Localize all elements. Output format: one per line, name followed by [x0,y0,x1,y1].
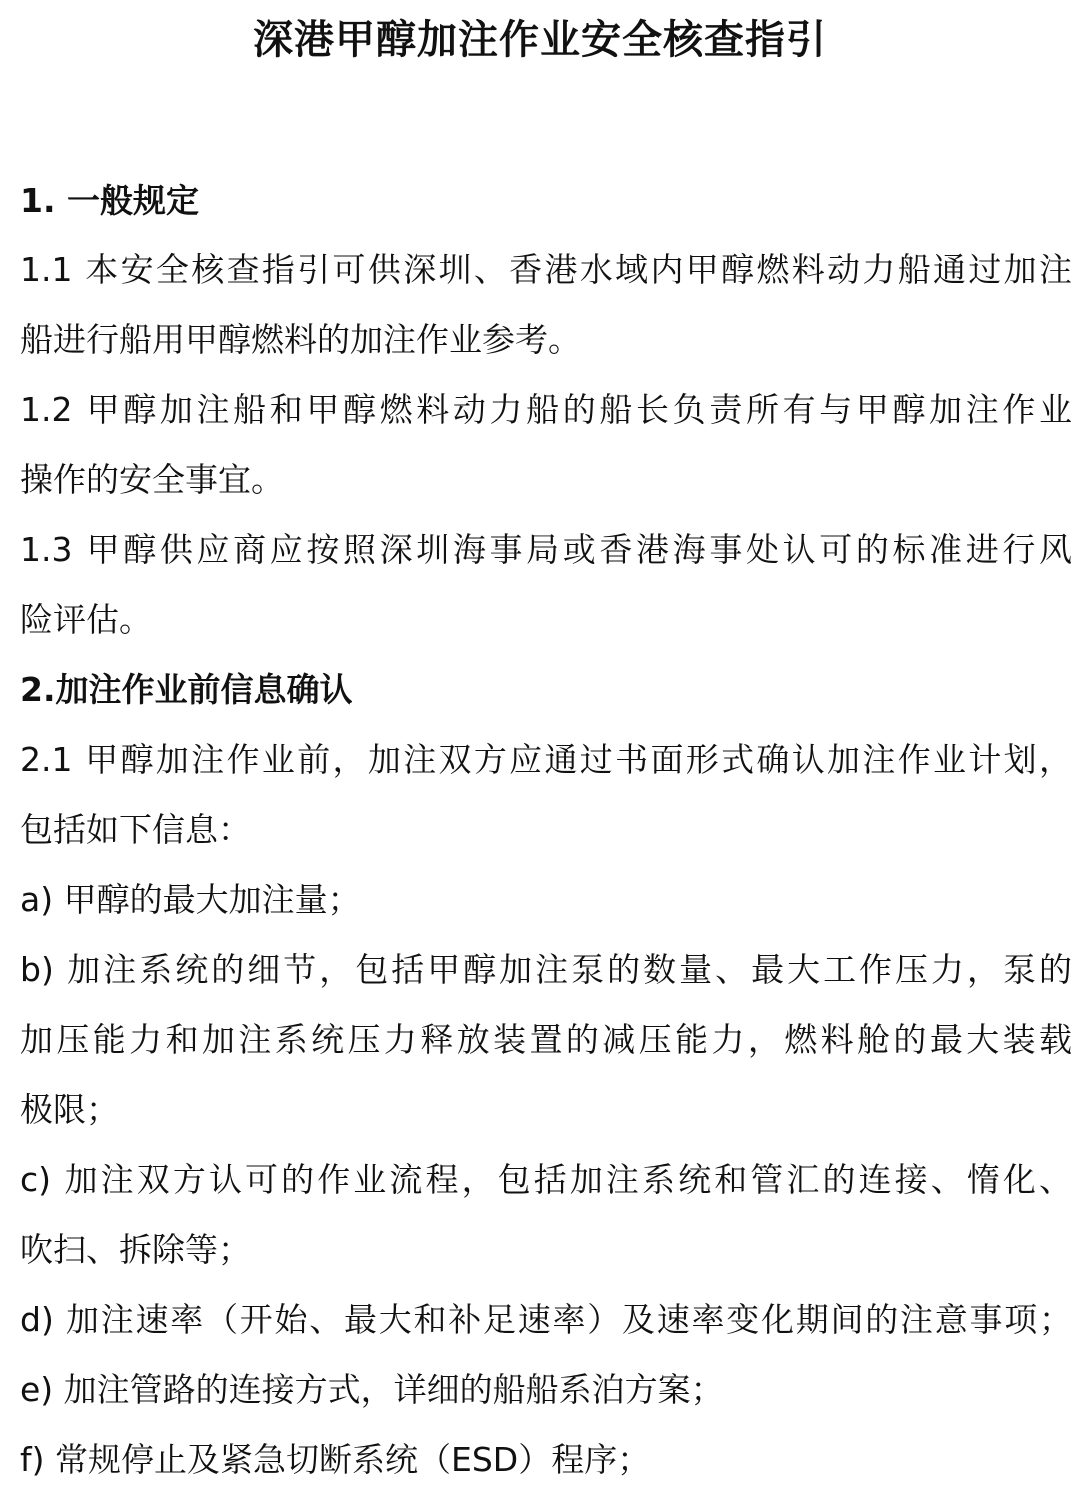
list-item-c-line-2: 吹扫、拆除等； [20,1230,251,1269]
paragraph-2-1-line-1: 2.1 甲醇加注作业前，加注双方应通过书面形式确认加注作业计划， [20,740,1072,779]
paragraph-1-1-line-2: 船进行船用甲醇燃料的加注作业参考。 [20,320,581,359]
section-2-heading: 2.加注作业前信息确认 [20,670,353,709]
list-item-b-line-3: 极限； [20,1090,119,1129]
list-item-f: f) 常规停止及紧急切断系统（ESD）程序； [20,1440,651,1479]
paragraph-1-3-line-2: 险评估。 [20,600,152,639]
section-1-heading: 1. 一般规定 [20,181,199,220]
paragraph-1-2-line-1: 1.2 甲醇加注船和甲醇燃料动力船的船长负责所有与甲醇加注作业 [20,390,1072,429]
list-item-a: a) 甲醇的最大加注量； [20,880,361,919]
paragraph-1-3-line-1: 1.3 甲醇供应商应按照深圳海事局或香港海事处认可的标准进行风 [20,530,1072,569]
list-item-d: d) 加注速率（开始、最大和补足速率）及速率变化期间的注意事项； [20,1300,1072,1339]
paragraph-1-1-line-1: 1.1 本安全核查指引可供深圳、香港水域内甲醇燃料动力船通过加注 [20,250,1072,289]
list-item-b-line-2: 加压能力和加注系统压力释放装置的减压能力，燃料舱的最大装载 [20,1020,1072,1059]
paragraph-1-2-line-2: 操作的安全事宜。 [20,460,284,499]
paragraph-2-1-line-2: 包括如下信息： [20,810,251,849]
list-item-b-line-1: b) 加注系统的细节，包括甲醇加注泵的数量、最大工作压力，泵的 [20,950,1072,989]
list-item-e: e) 加注管路的连接方式，详细的船船系泊方案； [20,1370,724,1409]
list-item-c-line-1: c) 加注双方认可的作业流程，包括加注系统和管汇的连接、惰化、 [20,1160,1072,1199]
document-title: 深港甲醇加注作业安全核查指引 [253,17,827,63]
